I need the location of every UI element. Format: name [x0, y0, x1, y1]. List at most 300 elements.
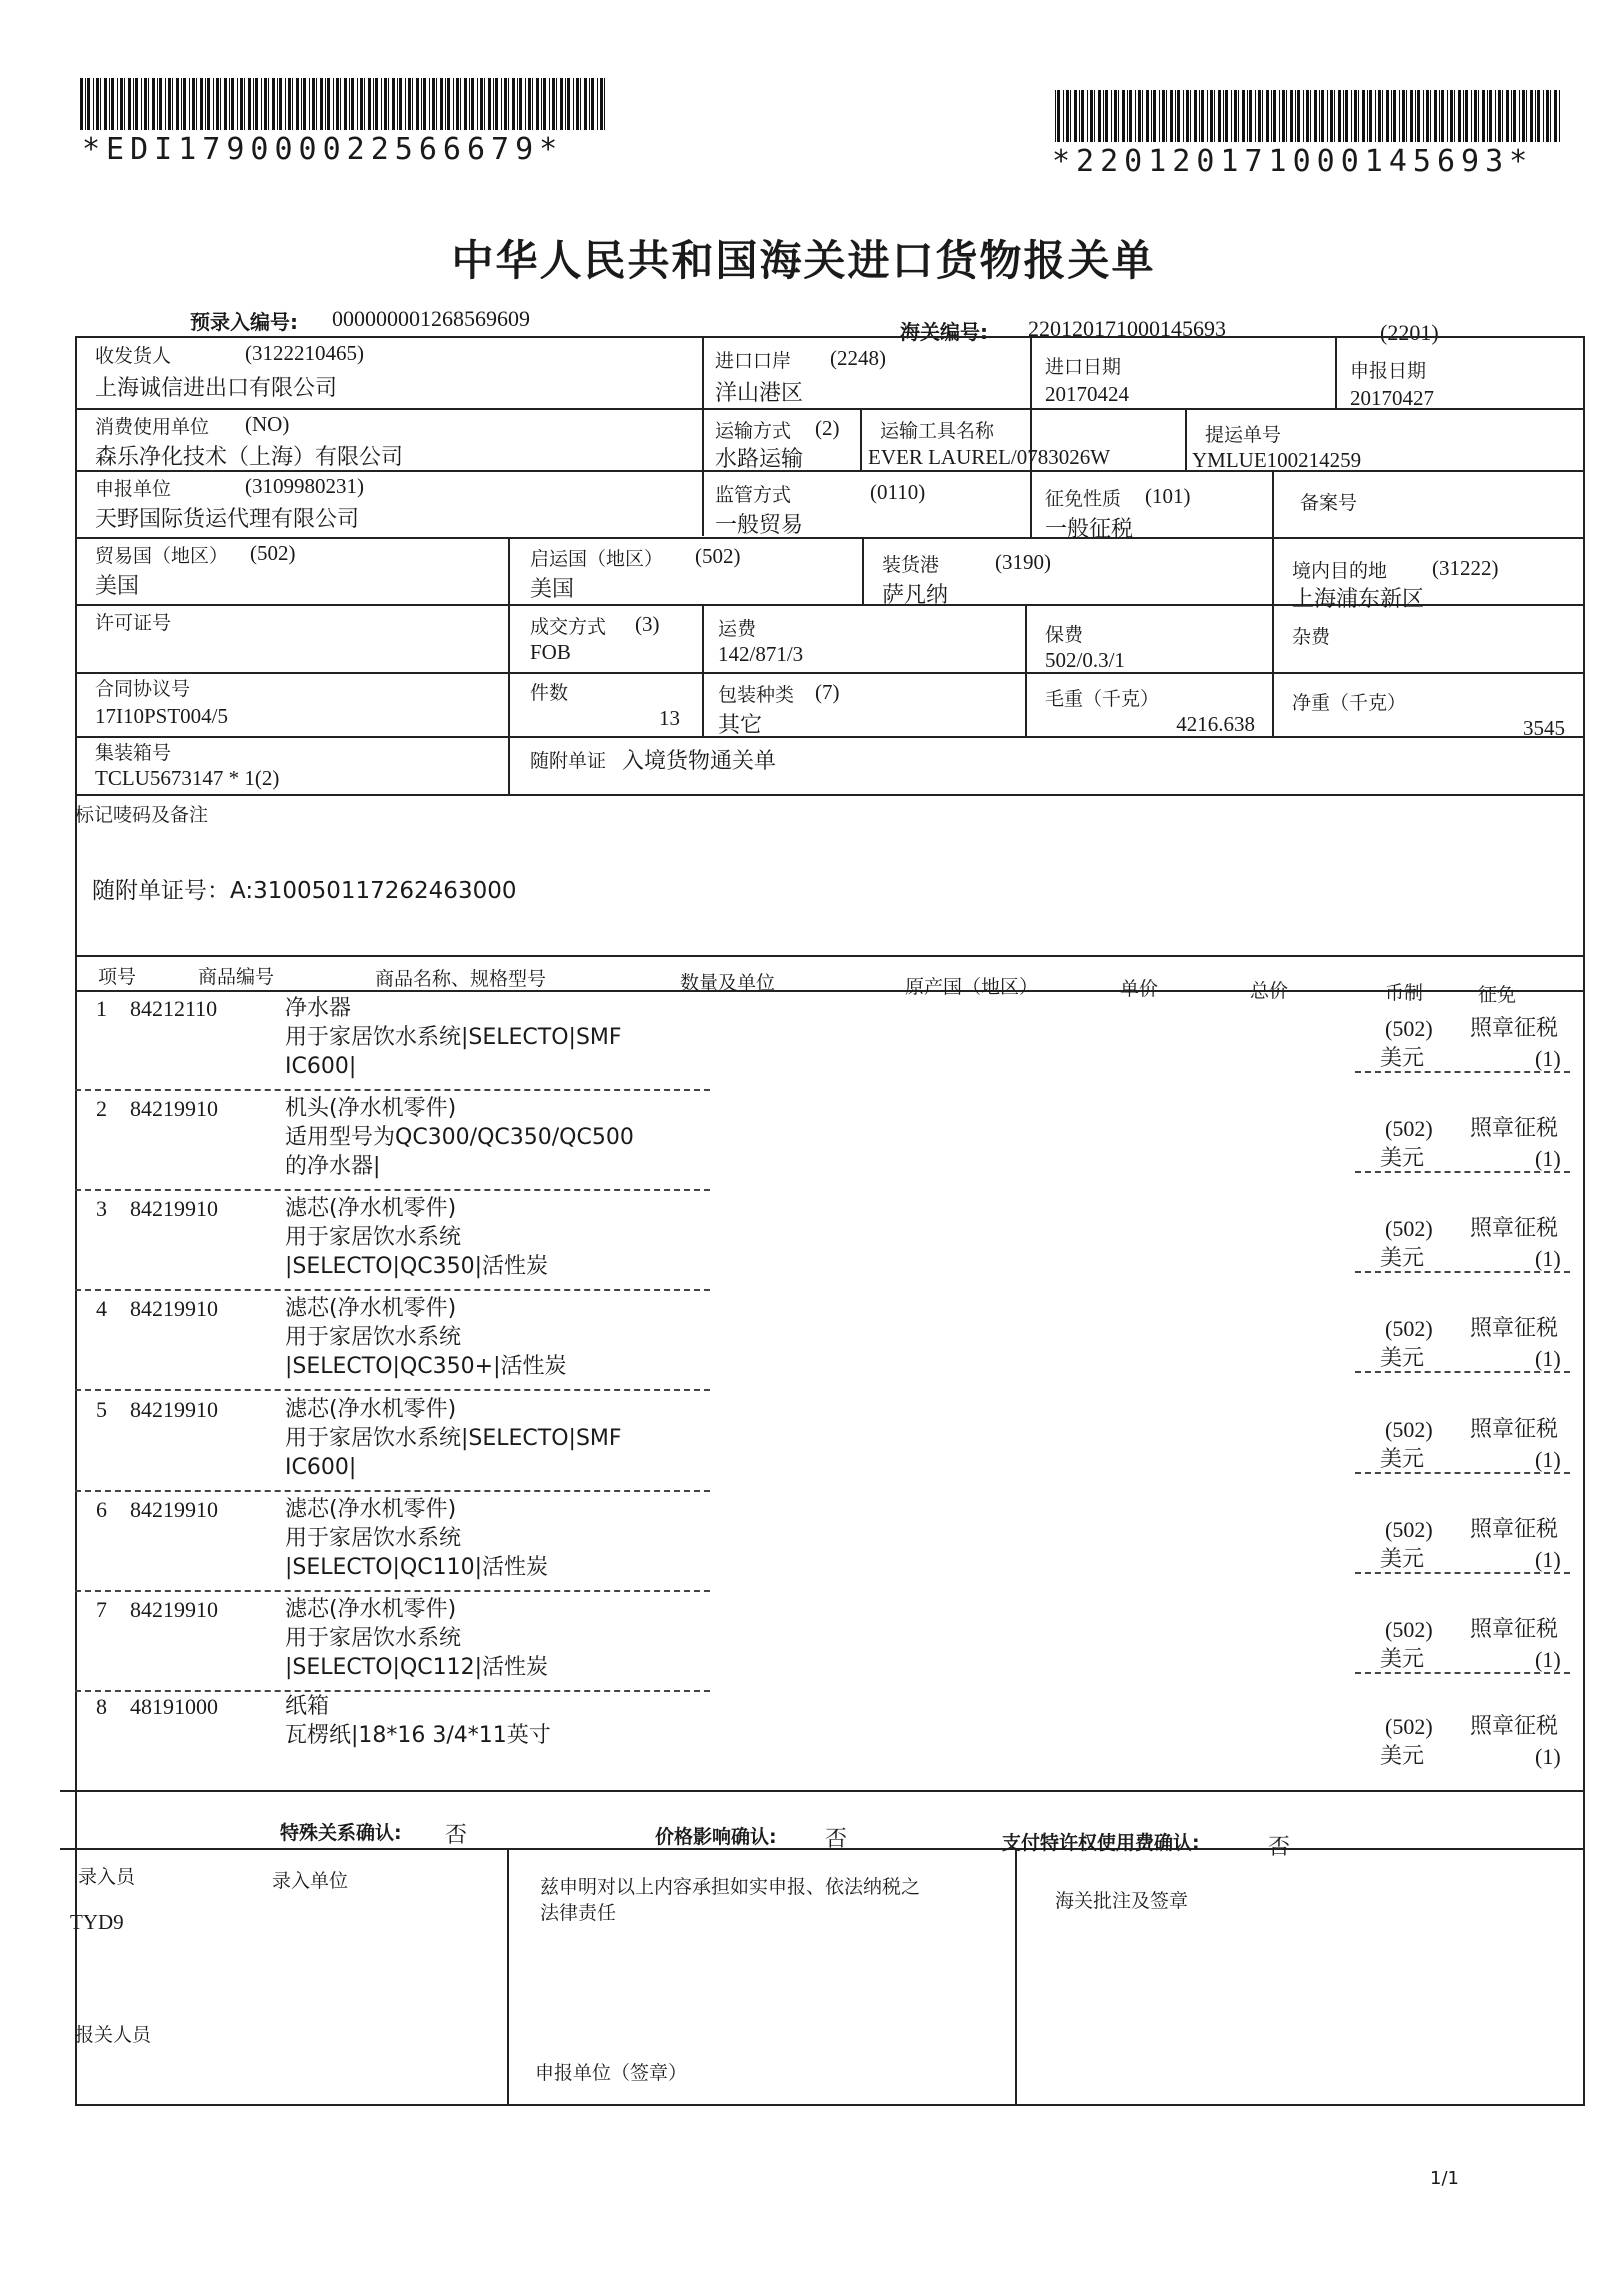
barcode-bar	[144, 78, 147, 130]
container-value: TCLU5673147 * 1(2)	[95, 766, 280, 790]
item-separator	[75, 1690, 710, 1692]
misc-fee-label: 杂费	[1292, 626, 1331, 648]
item-code: 84219910	[130, 1497, 218, 1522]
barcode-bar	[231, 78, 234, 130]
barcode-bar	[1225, 90, 1228, 142]
item-currency-code: (502)	[1385, 1316, 1433, 1341]
item-levy-code: (1)	[1535, 1246, 1561, 1271]
barcode-bar	[412, 78, 413, 130]
barcode-bar	[1273, 90, 1276, 142]
transport-mode-code: (2)	[815, 416, 840, 440]
barcode-bar	[1255, 90, 1256, 142]
marks-value: 随附单证号：A:310050117262463000	[92, 878, 517, 904]
item-separator	[75, 1490, 710, 1492]
item-levy: 照章征税	[1470, 1517, 1559, 1542]
barcode-bar	[1103, 90, 1104, 142]
barcode-bar	[423, 78, 426, 130]
barcode-bar	[80, 78, 83, 130]
gross-weight-value: 4216.638	[1176, 712, 1255, 736]
conveyance-label: 运输工具名称	[880, 420, 995, 442]
barcode-bar	[1166, 90, 1167, 142]
barcode-bar	[1463, 90, 1464, 142]
destination-code: (31222)	[1432, 556, 1499, 580]
barcode-bar	[591, 78, 594, 130]
barcode-bar	[488, 78, 491, 130]
barcode-bar	[405, 78, 406, 130]
barcode-bar	[100, 78, 101, 130]
container-label: 集装箱号	[95, 742, 172, 764]
consumer-code: (NO)	[245, 412, 290, 436]
barcode-bar	[333, 78, 334, 130]
barcode-bar	[589, 78, 590, 130]
barcode-bar	[517, 78, 518, 130]
royalty-label: 支付特许权使用费确认:	[1002, 1832, 1200, 1854]
import-port-value: 洋山港区	[715, 381, 804, 406]
barcode-bar	[360, 78, 363, 130]
barcode-bar	[1495, 90, 1496, 142]
barcode-bar	[1458, 90, 1461, 142]
barcode-bar	[176, 78, 179, 130]
pack-type-value: 其它	[718, 713, 763, 738]
barcode-bar	[1369, 90, 1372, 142]
barcode-bar	[1159, 90, 1160, 142]
barcode-bar	[576, 78, 579, 130]
item-no: 6	[96, 1497, 107, 1522]
barcode-bar	[1426, 90, 1429, 142]
barcode-bar	[85, 78, 86, 130]
entry-clerk-label: 录入员	[78, 1866, 136, 1888]
barcode-bar	[255, 78, 258, 130]
barcode-bar	[381, 78, 382, 130]
barcode-bar	[1430, 90, 1431, 142]
destination-value: 上海浦东新区	[1292, 587, 1425, 612]
customs-approval-label: 海关批注及签章	[1055, 1890, 1189, 1912]
loading-port-label: 装货港	[882, 554, 940, 576]
barcode-bar	[477, 78, 478, 130]
barcode-bar	[133, 78, 134, 130]
item-levy: 照章征税	[1470, 1116, 1559, 1141]
barcode-bar	[196, 78, 197, 130]
barcode-right-text: *220120171000145693*	[1052, 144, 1534, 179]
import-date-value: 20170424	[1045, 382, 1129, 406]
barcode-bar	[148, 78, 149, 130]
col-name: 商品名称、规格型号	[375, 968, 547, 990]
item-currency: 美元	[1380, 1647, 1425, 1672]
barcode-bar	[336, 78, 339, 130]
trade-country-label: 贸易国（地区）	[95, 545, 229, 567]
price-influence-value: 否	[825, 1827, 848, 1852]
barcode-bar	[1142, 90, 1143, 142]
item-separator-right	[1355, 1572, 1570, 1574]
barcode-bar	[508, 78, 509, 130]
barcode-bar	[501, 78, 502, 130]
barcode-bar	[1258, 90, 1261, 142]
pre-entry-label: 预录入编号:	[190, 310, 298, 334]
conveyance-value: EVER LAUREL/0783026W	[868, 445, 1111, 469]
barcode-bar	[364, 78, 365, 130]
barcode-bar	[157, 78, 158, 130]
item-description-line: 瓦楞纸|18*16 3/4*11英寸	[285, 1723, 551, 1748]
barcode-bar	[1474, 90, 1477, 142]
barcode-bar	[1238, 90, 1239, 142]
barcode-bar	[1471, 90, 1472, 142]
item-currency: 美元	[1380, 1547, 1425, 1572]
declarant-label: 申报单位	[95, 478, 172, 500]
license-label: 许可证号	[95, 612, 172, 634]
barcode-bar	[556, 78, 557, 130]
barcode-bar	[1207, 90, 1208, 142]
barcode-bar	[1519, 90, 1520, 142]
barcode-bar	[237, 78, 238, 130]
item-currency-code: (502)	[1385, 1216, 1433, 1241]
barcode-bar	[1554, 90, 1557, 142]
item-description-line: 机头(净水机零件)	[285, 1096, 457, 1121]
attached-docs-value: 入境货物通关单	[622, 749, 777, 774]
declare-date-label: 申报日期	[1350, 360, 1427, 382]
declarant-value: 天野国际货运代理有限公司	[95, 507, 360, 532]
barcode-bar	[1138, 90, 1141, 142]
barcode-bar	[1170, 90, 1173, 142]
barcode-bar	[1223, 90, 1224, 142]
barcode-bar	[532, 78, 533, 130]
destination-label: 境内目的地	[1292, 560, 1388, 582]
barcode-bar	[1183, 90, 1184, 142]
declaration-line-1: 兹申明对以上内容承担如实申报、依法纳税之	[540, 1876, 921, 1898]
barcode-bar	[320, 78, 323, 130]
item-separator-right	[1355, 1171, 1570, 1173]
barcode-bar	[375, 78, 378, 130]
barcode-bar	[109, 78, 110, 130]
barcode-bar	[292, 78, 293, 130]
barcode-bar	[1279, 90, 1280, 142]
item-currency-code: (502)	[1385, 1417, 1433, 1442]
item-separator-right	[1355, 1672, 1570, 1674]
barcode-bar	[309, 78, 310, 130]
bill-no-value: YMLUE100214259	[1192, 448, 1362, 472]
barcode-bar	[1151, 90, 1152, 142]
entry-unit-label: 录入单位	[272, 1870, 349, 1892]
item-description-line: |SELECTO|QC350+|活性炭	[285, 1354, 567, 1379]
barcode-bar	[1362, 90, 1365, 142]
insurance-value: 502/0.3/1	[1045, 648, 1125, 672]
item-levy-code: (1)	[1535, 1146, 1561, 1171]
barcode-bar	[152, 78, 155, 130]
barcode-bar	[543, 78, 546, 130]
barcode-bar	[240, 78, 243, 130]
item-description-line: 用于家居饮水系统	[285, 1225, 462, 1250]
item-separator-right	[1355, 1071, 1570, 1073]
item-currency: 美元	[1380, 1146, 1425, 1171]
pieces-label: 件数	[530, 682, 569, 704]
item-levy-code: (1)	[1535, 1346, 1561, 1371]
item-code: 84219910	[130, 1096, 218, 1121]
barcode-bar	[447, 78, 450, 130]
item-code: 84219910	[130, 1296, 218, 1321]
item-separator	[75, 1089, 710, 1091]
barcode-bar	[432, 78, 435, 130]
consignee-code: (3122210465)	[245, 341, 364, 365]
customs-code: (2201)	[1380, 320, 1439, 345]
item-description-line: 滤芯(净水机零件)	[285, 1296, 457, 1321]
barcode-bar	[1441, 90, 1444, 142]
record-no-label: 备案号	[1300, 492, 1358, 514]
item-levy: 照章征税	[1470, 1617, 1559, 1642]
item-separator	[75, 1189, 710, 1191]
barcode-bar	[453, 78, 454, 130]
barcode-bar	[436, 78, 437, 130]
barcode-bar	[205, 78, 206, 130]
insurance-label: 保费	[1045, 624, 1084, 646]
barcode-bar	[1153, 90, 1156, 142]
barcode-bar	[512, 78, 515, 130]
item-description-line: 用于家居饮水系统	[285, 1626, 462, 1651]
barcode-bar	[397, 78, 398, 130]
barcode-bar	[1513, 90, 1516, 142]
royalty-value: 否	[1268, 1835, 1291, 1860]
item-description-line: 用于家居饮水系统	[285, 1325, 462, 1350]
barcode-bar	[1162, 90, 1165, 142]
item-currency-code: (502)	[1385, 1116, 1433, 1141]
loading-port-code: (3190)	[995, 550, 1051, 574]
item-levy: 照章征税	[1470, 1216, 1559, 1241]
barcode-bar	[471, 78, 474, 130]
barcode-bar	[1231, 90, 1232, 142]
barcode-bar	[1199, 90, 1200, 142]
col-levy: 征免	[1478, 984, 1517, 1006]
net-weight-label: 净重（千克）	[1292, 692, 1407, 714]
item-no: 8	[96, 1694, 107, 1719]
col-origin: 原产国（地区）	[905, 976, 1039, 998]
declarant-seal-label: 申报单位（签章）	[535, 2062, 688, 2084]
barcode-bar	[1327, 90, 1328, 142]
attached-docs-label: 随附单证	[530, 750, 607, 772]
barcode-bar	[1118, 90, 1119, 142]
item-levy-code: (1)	[1535, 1447, 1561, 1472]
item-description-line: 纸箱	[285, 1694, 330, 1719]
barcode-bar	[421, 78, 422, 130]
barcode-bar	[1247, 90, 1248, 142]
barcode-bar	[464, 78, 467, 130]
item-separator	[75, 1389, 710, 1391]
barcode-bar	[327, 78, 330, 130]
barcode-bar	[1526, 90, 1527, 142]
barcode-bar	[159, 78, 162, 130]
barcode-bar	[1262, 90, 1263, 142]
barcode-left	[80, 78, 608, 130]
item-currency-code: (502)	[1385, 1714, 1433, 1739]
barcode-bar	[1550, 90, 1551, 142]
barcode-bar	[1079, 90, 1080, 142]
barcode-bar	[1090, 90, 1093, 142]
barcode-bar	[1177, 90, 1180, 142]
consignee-value: 上海诚信进出口有限公司	[95, 376, 338, 401]
item-levy-code: (1)	[1535, 1647, 1561, 1672]
item-no: 2	[96, 1096, 107, 1121]
barcode-bar	[312, 78, 315, 130]
item-description-line: 用于家居饮水系统	[285, 1526, 462, 1551]
gross-weight-label: 毛重（千克）	[1045, 688, 1160, 710]
supervision-label: 监管方式	[715, 484, 792, 506]
item-description-line: 滤芯(净水机零件)	[285, 1497, 457, 1522]
barcode-bar	[1271, 90, 1272, 142]
barcode-bar	[165, 78, 166, 130]
barcode-bar	[117, 78, 118, 130]
barcode-bar	[296, 78, 299, 130]
transport-mode-label: 运输方式	[715, 420, 792, 442]
barcode-bar	[1105, 90, 1108, 142]
document-title: 中华人民共和国海关进口货物报关单	[451, 236, 1156, 285]
barcode-bar	[1094, 90, 1095, 142]
barcode-bar	[541, 78, 542, 130]
barcode-bar	[1146, 90, 1149, 142]
pieces-value: 13	[659, 706, 680, 730]
barcode-bar	[597, 78, 598, 130]
barcode-bar	[580, 78, 581, 130]
barcode-bar	[1487, 90, 1488, 142]
barcode-bar	[408, 78, 411, 130]
barcode-bar	[1194, 90, 1197, 142]
barcode-bar	[181, 78, 182, 130]
item-description-line: |SELECTO|QC110|活性炭	[285, 1555, 549, 1580]
item-no: 3	[96, 1196, 107, 1221]
barcode-bar	[1338, 90, 1341, 142]
barcode-bar	[1386, 90, 1389, 142]
barcode-bar	[565, 78, 566, 130]
item-description-line: 滤芯(净水机零件)	[285, 1597, 457, 1622]
barcode-bar	[1127, 90, 1128, 142]
barcode-bar	[1454, 90, 1455, 142]
col-qty: 数量及单位	[680, 972, 776, 994]
item-no: 4	[96, 1296, 107, 1321]
barcode-bar	[272, 78, 275, 130]
barcode-bar	[1402, 90, 1405, 142]
pack-type-code: (7)	[815, 680, 840, 704]
barcode-bar	[504, 78, 507, 130]
barcode-bar	[1559, 90, 1560, 142]
barcode-bar	[248, 78, 251, 130]
barcode-bar	[268, 78, 269, 130]
item-currency-code: (502)	[1385, 1517, 1433, 1542]
barcode-bar	[1330, 90, 1333, 142]
barcode-bar	[1186, 90, 1189, 142]
barcode-bar	[1295, 90, 1296, 142]
item-currency: 美元	[1380, 1046, 1425, 1071]
barcode-bar	[104, 78, 107, 130]
supervision-code: (0110)	[870, 480, 926, 504]
barcode-bar	[399, 78, 402, 130]
barcode-bar	[552, 78, 555, 130]
barcode-bar	[1210, 90, 1213, 142]
item-no: 1	[96, 996, 107, 1021]
barcode-bar	[469, 78, 470, 130]
barcode-bar	[1306, 90, 1309, 142]
trade-country-code: (502)	[250, 541, 296, 565]
barcode-bar	[1310, 90, 1311, 142]
entry-clerk-value: TYD9	[70, 1910, 124, 1934]
tax-nature-value: 一般征税	[1045, 517, 1134, 542]
barcode-bar	[1303, 90, 1304, 142]
item-levy-code: (1)	[1535, 1744, 1561, 1769]
item-code: 48191000	[130, 1694, 218, 1719]
pre-entry-value: 000000001268569609	[332, 306, 530, 331]
item-currency: 美元	[1380, 1744, 1425, 1769]
barcode-bar	[1417, 90, 1420, 142]
item-description-line: |SELECTO|QC350|活性炭	[285, 1254, 549, 1279]
barcode-bar	[183, 78, 186, 130]
barcode-left-text: *EDI179000022566679*	[82, 132, 564, 167]
barcode-bar	[168, 78, 171, 130]
trade-country-value: 美国	[95, 574, 140, 599]
item-description-line: 滤芯(净水机零件)	[285, 1397, 457, 1422]
barcode-bar	[484, 78, 485, 130]
barcode-bar	[135, 78, 138, 130]
barcode-bar	[549, 78, 550, 130]
barcode-bar	[1087, 90, 1088, 142]
loading-port-value: 萨凡纳	[882, 583, 949, 608]
declarant-code: (3109980231)	[245, 474, 364, 498]
barcode-bar	[1375, 90, 1376, 142]
barcode-bar	[1234, 90, 1237, 142]
item-levy: 照章征税	[1470, 1016, 1559, 1041]
page-number: 1/1	[1430, 2168, 1459, 2189]
item-description-line: IC600|	[285, 1455, 357, 1480]
barcode-bar	[229, 78, 230, 130]
barcode-bar	[1122, 90, 1125, 142]
barcode-bar	[1535, 90, 1536, 142]
barcode-bar	[388, 78, 389, 130]
barcode-bar	[493, 78, 494, 130]
barcode-bar	[1114, 90, 1117, 142]
barcode-right	[1055, 90, 1560, 142]
barcode-bar	[1070, 90, 1071, 142]
barcode-bar	[1439, 90, 1440, 142]
freight-label: 运费	[718, 618, 757, 640]
barcode-bar	[207, 78, 210, 130]
col-total: 总价	[1250, 980, 1289, 1002]
barcode-bar	[1345, 90, 1348, 142]
item-description-line: 净水器	[285, 996, 352, 1021]
barcode-bar	[429, 78, 430, 130]
item-description-line: IC600|	[285, 1054, 357, 1079]
barcode-bar	[1393, 90, 1396, 142]
barcode-bar	[216, 78, 219, 130]
item-code: 84219910	[130, 1196, 218, 1221]
item-currency: 美元	[1380, 1346, 1425, 1371]
trans-mode-value: FOB	[530, 640, 571, 664]
item-description-line: 用于家居饮水系统|SELECTO|SMF	[285, 1025, 622, 1050]
bill-no-label: 提运单号	[1205, 424, 1282, 446]
item-description-line: 滤芯(净水机零件)	[285, 1196, 457, 1221]
barcode-bar	[1410, 90, 1413, 142]
barcode-bar	[349, 78, 350, 130]
barcode-bar	[93, 78, 94, 130]
barcode-bar	[1423, 90, 1424, 142]
item-separator-right	[1355, 1271, 1570, 1273]
barcode-bar	[560, 78, 563, 130]
barcode-bar	[573, 78, 574, 130]
barcode-bar	[384, 78, 387, 130]
barcode-bar	[261, 78, 262, 130]
barcode-bar	[200, 78, 203, 130]
import-port-label: 进口口岸	[715, 350, 792, 372]
marks-label: 标记唛码及备注	[75, 804, 209, 826]
barcode-bar	[368, 78, 371, 130]
customs-no-value: 220120171000145693	[1028, 316, 1226, 341]
item-currency-code: (502)	[1385, 1016, 1433, 1041]
item-currency: 美元	[1380, 1246, 1425, 1271]
item-separator	[75, 1590, 710, 1592]
barcode-bar	[1522, 90, 1525, 142]
